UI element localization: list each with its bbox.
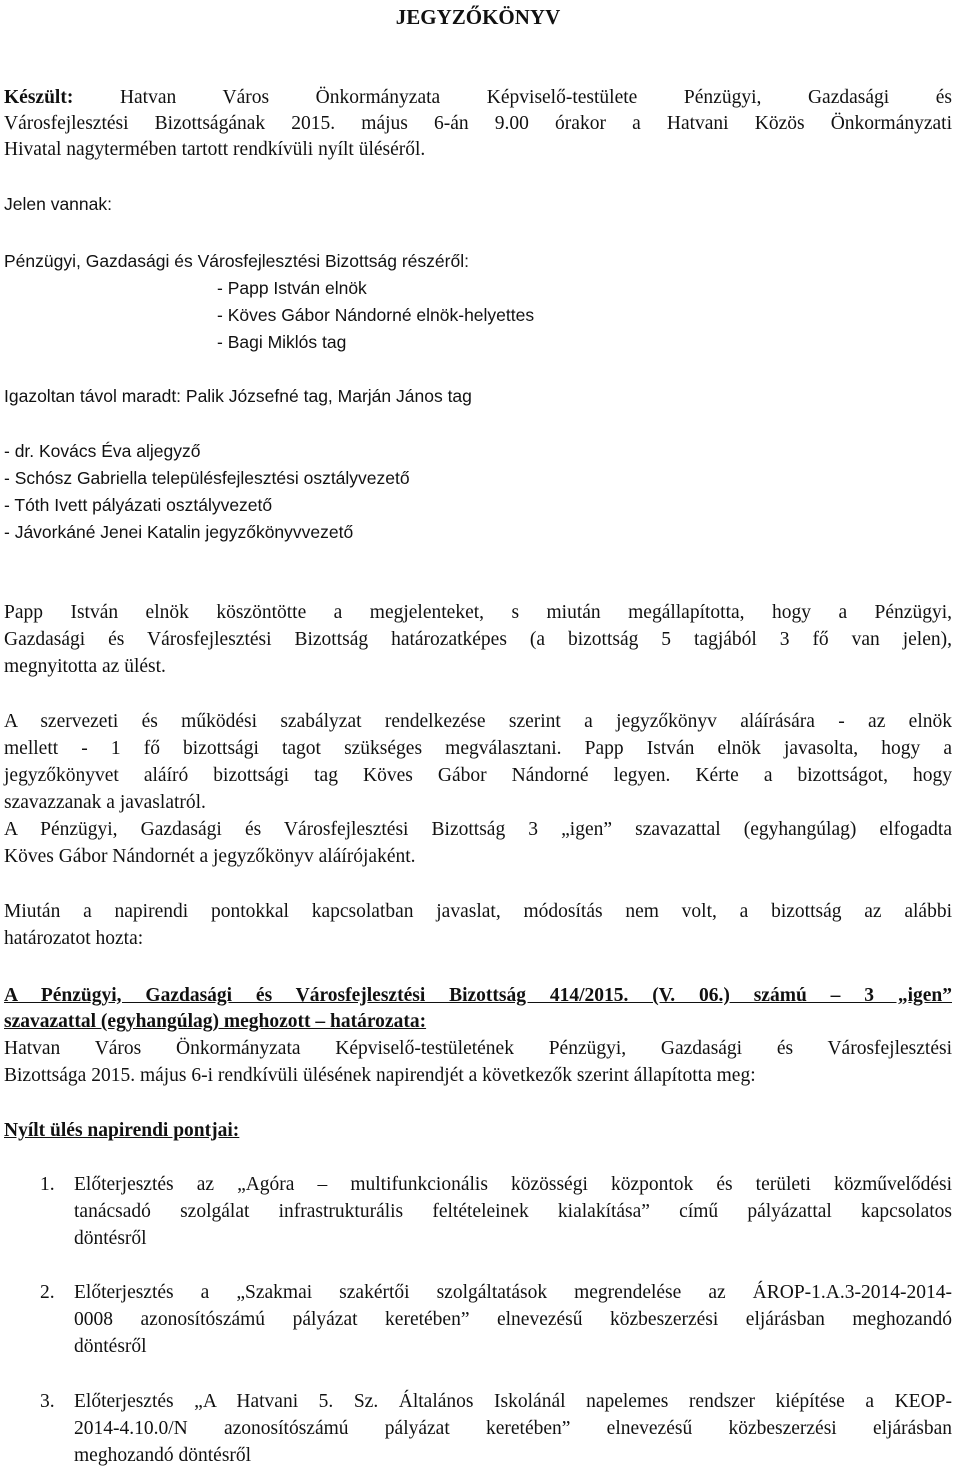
intro-line-3: Hivatal nagytermében tartott rendkívüli nyílt üléséről. xyxy=(4,139,426,160)
paragraph-2-line: A szervezeti és működési szabályzat rendelkezése szerint a jegyzőkönyv aláírására - az elnök xyxy=(4,711,952,732)
agenda-item-line: Előterjesztés az „Agóra – multifunkcionális közösségi központok és területi közművelődési xyxy=(74,1174,952,1195)
resolution-body: Bizottsága 2015. május 6-i rendkívüli ülésének napirendjét a következők szerint állapította meg: xyxy=(4,1065,756,1086)
paragraph-2-line: jegyzőkönyvet aláíró bizottsági tag Köves Gábor Nándorné legyen. Kérte a bizottságot, hogy xyxy=(4,765,952,786)
document-title: JEGYZŐKÖNYV xyxy=(395,5,561,29)
agenda-item-line: döntésről xyxy=(74,1336,147,1357)
member-item: - Köves Gábor Nándorné elnök-helyettes xyxy=(217,305,535,325)
paragraph-1-line: Papp István elnök köszöntötte a megjelenteket, s miután megállapította, hogy a Pénzügyi, xyxy=(4,602,952,623)
paragraph-2-line: szavazzanak a javaslatról. xyxy=(4,792,206,813)
paragraph-4-line: határozatot hozta: xyxy=(4,928,144,949)
paragraph-3-line: A Pénzügyi, Gazdasági és Városfejlesztési Bizottság 3 „igen” szavazattal (egyhangúlag) elfogadta xyxy=(4,819,952,840)
agenda-item-number: 3. xyxy=(40,1391,55,1412)
paragraph-4-line: Miután a napirendi pontokkal kapcsolatban javaslat, módosítás nem volt, a bizottság az alábbi xyxy=(4,901,952,922)
staff-item: - Schósz Gabriella településfejlesztési osztályvezető xyxy=(4,468,410,488)
intro-line-2: Városfejlesztési Bizottságának 2015. május 6-án 9.00 órakor a Hatvani Közös Önkormányzati xyxy=(4,113,952,134)
member-item: - Papp István elnök xyxy=(217,278,367,298)
paragraph-1-line: Gazdasági és Városfejlesztési Bizottság határozatképes (a bizottság 5 tagjából 3 fő van jelen), xyxy=(4,629,952,650)
agenda-item-line: Előterjesztés „A Hatvani 5. Sz. Általános Iskolánál napelemes rendszer kiépítése a KEOP- xyxy=(74,1391,952,1412)
agenda-item-line: tanácsadó szolgálat infrastrukturális feltételeinek kialakítása” című pályázattal kapcsolatos xyxy=(74,1201,952,1222)
agenda-item-line: meghozandó döntésről xyxy=(74,1445,252,1466)
intro-line-1 xyxy=(4,85,952,111)
agenda-item-number: 2. xyxy=(40,1282,55,1303)
intro-label: Készült: xyxy=(4,87,74,108)
agenda-item-number: 1. xyxy=(40,1174,55,1195)
staff-item: - Jávorkáné Jenei Katalin jegyzőkönyvvezető xyxy=(4,522,354,542)
present-heading: Jelen vannak: xyxy=(4,194,112,214)
paragraph-1-line: megnyitotta az ülést. xyxy=(4,656,166,677)
paragraph-2-line: mellett - 1 fő bizottsági tagot szükséges megválasztani. Papp István elnök javasolta, hogy a xyxy=(4,738,952,759)
staff-item: - dr. Kovács Éva aljegyző xyxy=(4,441,201,461)
resolution-heading: A Pénzügyi, Gazdasági és Városfejlesztési Bizottság 414/2015. (V. 06.) számú – 3 „igen” xyxy=(4,985,952,1006)
agenda-item-line: döntésről xyxy=(74,1228,147,1249)
agenda-item-line: 0008 azonosítószámú pályázat keretében” elnevezésű közbeszerzési eljárásban meghozandó xyxy=(74,1309,952,1330)
absent-line: Igazoltan távol maradt: Palik Józsefné tag, Marján János tag xyxy=(4,386,472,406)
agenda-item-line: Előterjesztés a „Szakmai szakértői szolgáltatások megrendelése az ÁROP-1.A.3-2014-2014- xyxy=(74,1282,952,1303)
agenda-item-line: 2014-4.10.0/N azonosítószámú pályázat keretében” elnevezésű közbeszerzési eljárásban xyxy=(74,1418,952,1439)
agenda-heading: Nyílt ülés napirendi pontjai: xyxy=(4,1120,240,1141)
staff-item: - Tóth Ivett pályázati osztályvezető xyxy=(4,495,273,515)
paragraph-3-line: Köves Gábor Nándornét a jegyzőkönyv aláírójaként. xyxy=(4,846,416,867)
resolution-heading: szavazattal (egyhangúlag) meghozott – határozata: xyxy=(4,1011,427,1032)
committee-line: Pénzügyi, Gazdasági és Városfejlesztési Bizottság részéről: xyxy=(4,251,469,271)
intro-text-1: Hatvan Város Önkormányzata Képviselő-testülete Pénzügyi, Gazdasági és xyxy=(119,87,953,108)
member-item: - Bagi Miklós tag xyxy=(217,332,347,352)
resolution-body: Hatvan Város Önkormányzata Képviselő-testületének Pénzügyi, Gazdasági és Városfejlesztési xyxy=(4,1038,952,1059)
